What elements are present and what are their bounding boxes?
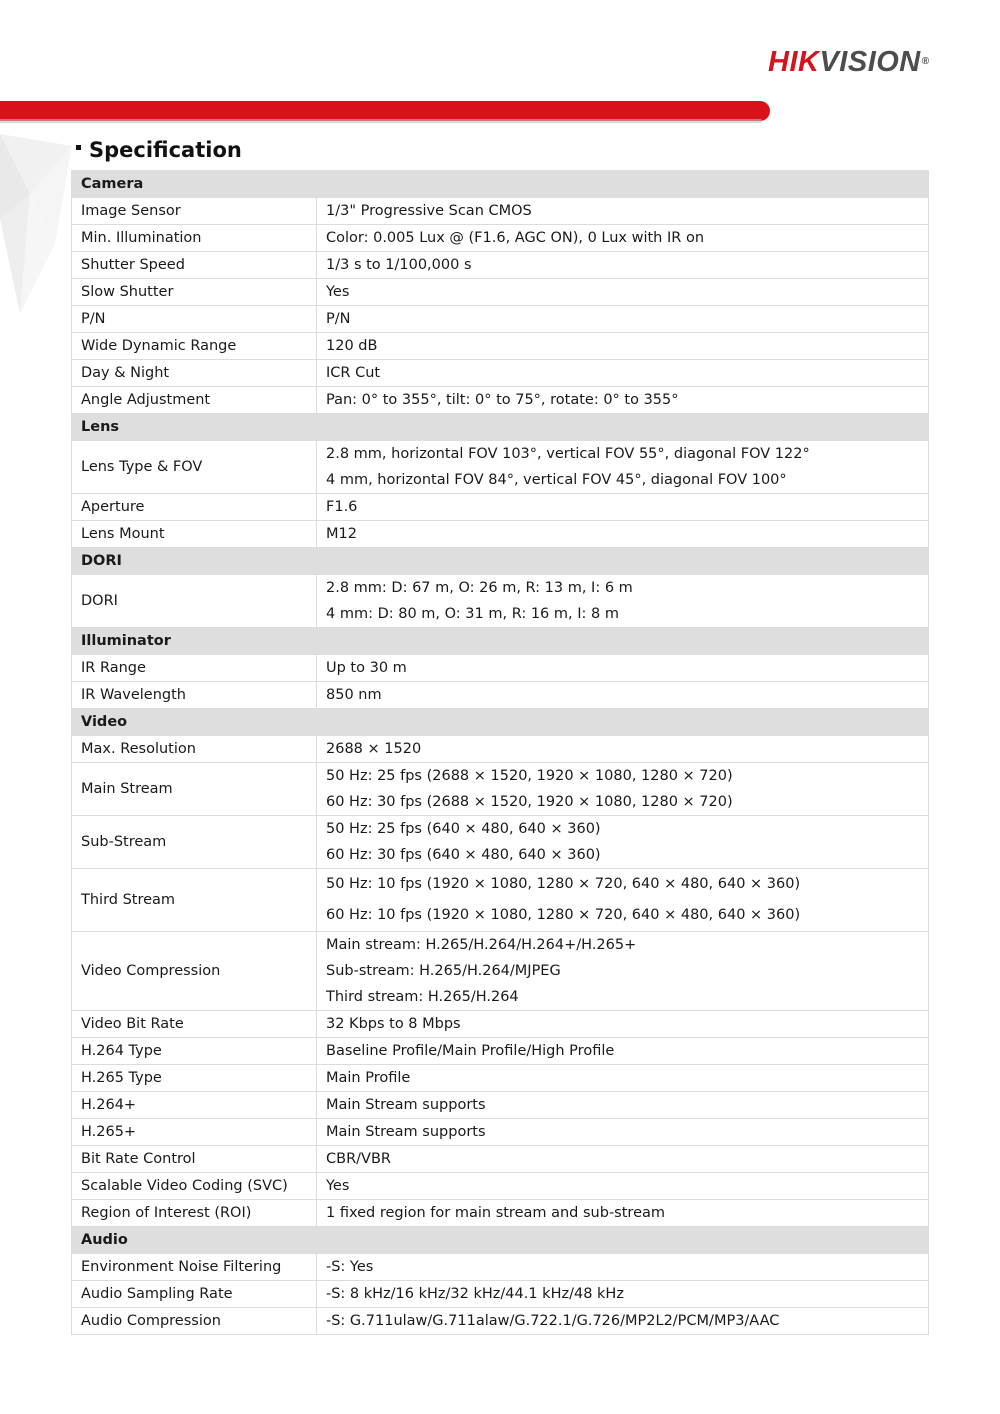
- spec-row: [72, 1119, 929, 1146]
- spec-value-line: M12: [326, 526, 357, 542]
- spec-value-line: F1.6: [326, 499, 358, 515]
- spec-row: [72, 736, 929, 763]
- spec-value: [317, 198, 929, 225]
- spec-label: Sub-Stream: [72, 816, 317, 869]
- spec-row: [72, 1038, 929, 1065]
- category-label: Audio: [72, 1227, 317, 1254]
- spec-value-line: Color: 0.005 Lux @ (F1.6, AGC ON), 0 Lux with IR on: [326, 230, 705, 246]
- spec-value-line: Sub-stream: H.265/H.264/MJPEG: [326, 963, 561, 979]
- spec-row: [72, 494, 929, 521]
- category-fill: [317, 628, 929, 655]
- category-label: Video: [72, 709, 317, 736]
- spec-value-line: 50 Hz: 25 fps (640 × 480, 640 × 360): [326, 821, 601, 837]
- spec-value: [317, 763, 929, 816]
- spec-value: [317, 1254, 929, 1281]
- spec-value-line: 850 nm: [326, 687, 382, 703]
- spec-value: [317, 1308, 929, 1335]
- spec-value-line: Pan: 0° to 355°, tilt: 0° to 75°, rotate: 0° to 355°: [326, 392, 679, 408]
- spec-label: Audio Sampling Rate: [72, 1281, 317, 1308]
- spec-value: [317, 1038, 929, 1065]
- spec-value-line: Main Stream supports: [326, 1124, 486, 1140]
- spec-value-line: CBR/VBR: [326, 1151, 391, 1167]
- spec-label: Wide Dynamic Range: [72, 333, 317, 360]
- spec-value: [317, 225, 929, 252]
- bullet-icon: [76, 145, 81, 150]
- spec-value-line: Baseline Profile/Main Profile/High Profile: [326, 1043, 615, 1059]
- spec-row: [72, 1146, 929, 1173]
- spec-label: Aperture: [72, 494, 317, 521]
- spec-value: [317, 1173, 929, 1200]
- spec-row: [72, 816, 929, 869]
- spec-value-line: 50 Hz: 25 fps (2688 × 1520, 1920 × 1080, 1280 × 720): [326, 768, 733, 784]
- category-label: DORI: [72, 548, 317, 575]
- spec-row: [72, 1173, 929, 1200]
- spec-value: [317, 1281, 929, 1308]
- spec-value: [317, 1119, 929, 1146]
- logo-suffix: VISION: [819, 46, 921, 78]
- spec-value-line: Yes: [326, 1178, 350, 1194]
- spec-row: [72, 1281, 929, 1308]
- spec-value-line: Main Stream supports: [326, 1097, 486, 1113]
- category-fill: [317, 1227, 929, 1254]
- spec-value: [317, 333, 929, 360]
- spec-value: [317, 655, 929, 682]
- spec-value: [317, 1146, 929, 1173]
- section-title: [76, 136, 242, 164]
- category-fill: [317, 414, 929, 441]
- spec-label: H.265 Type: [72, 1065, 317, 1092]
- spec-label: Video Bit Rate: [72, 1011, 317, 1038]
- spec-row: [72, 655, 929, 682]
- spec-value: [317, 1011, 929, 1038]
- spec-value: [317, 869, 929, 932]
- category-fill: [317, 171, 929, 198]
- spec-label: P/N: [72, 306, 317, 333]
- spec-label: Environment Noise Filtering: [72, 1254, 317, 1281]
- spec-value: [317, 736, 929, 763]
- spec-value: [317, 521, 929, 548]
- spec-row: [72, 1200, 929, 1227]
- spec-row: [72, 1011, 929, 1038]
- spec-label: Audio Compression: [72, 1308, 317, 1335]
- spec-label: Max. Resolution: [72, 736, 317, 763]
- spec-row: [72, 1065, 929, 1092]
- spec-value: [317, 816, 929, 869]
- spec-label: Day & Night: [72, 360, 317, 387]
- spec-row: [72, 279, 929, 306]
- spec-value-line: P/N: [326, 311, 351, 327]
- spec-label: DORI: [72, 575, 317, 628]
- spec-label: Image Sensor: [72, 198, 317, 225]
- header-red-bar: [0, 101, 770, 121]
- spec-value-line: 1/3" Progressive Scan CMOS: [326, 203, 532, 219]
- category-row: [72, 1227, 929, 1254]
- specification-table: [71, 170, 929, 1335]
- spec-row: [72, 763, 929, 816]
- spec-row: [72, 198, 929, 225]
- spec-row: [72, 1092, 929, 1119]
- spec-value-line: 4 mm: D: 80 m, O: 31 m, R: 16 m, I: 8 m: [326, 606, 619, 622]
- spec-value-line: -S: 8 kHz/16 kHz/32 kHz/44.1 kHz/48 kHz: [326, 1286, 624, 1302]
- spec-label: IR Range: [72, 655, 317, 682]
- spec-value-line: 60 Hz: 10 fps (1920 × 1080, 1280 × 720, 640 × 480, 640 × 360): [326, 907, 801, 923]
- spec-value: [317, 360, 929, 387]
- spec-label: Slow Shutter: [72, 279, 317, 306]
- spec-value: [317, 252, 929, 279]
- spec-label: Video Compression: [72, 932, 317, 1011]
- spec-row: [72, 387, 929, 414]
- spec-label: H.264 Type: [72, 1038, 317, 1065]
- spec-row: [72, 306, 929, 333]
- spec-value-line: 2.8 mm, horizontal FOV 103°, vertical FOV 55°, diagonal FOV 122°: [326, 446, 810, 462]
- spec-value: [317, 494, 929, 521]
- spec-row: [72, 682, 929, 709]
- spec-label: Min. Illumination: [72, 225, 317, 252]
- logo-prefix: HIK: [768, 46, 820, 78]
- category-fill: [317, 709, 929, 736]
- spec-row: [72, 333, 929, 360]
- spec-row: [72, 225, 929, 252]
- spec-value: [317, 932, 929, 1011]
- spec-label: Third Stream: [72, 869, 317, 932]
- spec-row: [72, 252, 929, 279]
- spec-label: Bit Rate Control: [72, 1146, 317, 1173]
- spec-value-line: ICR Cut: [326, 365, 381, 381]
- spec-value: [317, 1065, 929, 1092]
- spec-label: IR Wavelength: [72, 682, 317, 709]
- spec-value: [317, 306, 929, 333]
- spec-value-line: -S: G.711ulaw/G.711alaw/G.722.1/G.726/MP2L2/PCM/MP3/AAC: [326, 1313, 780, 1329]
- category-row: [72, 709, 929, 736]
- spec-label: Shutter Speed: [72, 252, 317, 279]
- registered-mark: ®: [921, 56, 930, 67]
- section-title-text: Specification: [89, 138, 242, 162]
- spec-value: [317, 682, 929, 709]
- header-bar-shadow: [0, 119, 762, 123]
- spec-label: Lens Type & FOV: [72, 441, 317, 494]
- spec-label: Main Stream: [72, 763, 317, 816]
- spec-label: H.265+: [72, 1119, 317, 1146]
- spec-row: [72, 521, 929, 548]
- spec-row: [72, 869, 929, 932]
- spec-row: [72, 932, 929, 1011]
- category-fill: [317, 548, 929, 575]
- brand-logo: [768, 44, 930, 80]
- spec-label: H.264+: [72, 1092, 317, 1119]
- category-label: Lens: [72, 414, 317, 441]
- spec-label: Angle Adjustment: [72, 387, 317, 414]
- spec-row: [72, 1254, 929, 1281]
- category-row: [72, 548, 929, 575]
- spec-value-line: 1 fixed region for main stream and sub-stream: [326, 1205, 665, 1221]
- spec-value-line: -S: Yes: [326, 1259, 374, 1275]
- spec-value: [317, 575, 929, 628]
- spec-value-line: Up to 30 m: [326, 660, 407, 676]
- spec-label: Lens Mount: [72, 521, 317, 548]
- spec-row: [72, 441, 929, 494]
- spec-value-line: 2.8 mm: D: 67 m, O: 26 m, R: 13 m, I: 6 m: [326, 580, 633, 596]
- category-label: Illuminator: [72, 628, 317, 655]
- spec-value-line: 1/3 s to 1/100,000 s: [326, 257, 472, 273]
- spec-value: [317, 387, 929, 414]
- spec-label: Region of Interest (ROI): [72, 1200, 317, 1227]
- spec-value-line: 4 mm, horizontal FOV 84°, vertical FOV 45°, diagonal FOV 100°: [326, 472, 787, 488]
- spec-value-line: 120 dB: [326, 338, 378, 354]
- spec-value: [317, 279, 929, 306]
- spec-value-line: 32 Kbps to 8 Mbps: [326, 1016, 461, 1032]
- category-label: Camera: [72, 171, 317, 198]
- spec-value-line: Main Profile: [326, 1070, 411, 1086]
- spec-row: [72, 1308, 929, 1335]
- spec-value-line: Third stream: H.265/H.264: [326, 989, 519, 1005]
- spec-value-line: Main stream: H.265/H.264/H.264+/H.265+: [326, 937, 637, 953]
- spec-value-line: 60 Hz: 30 fps (640 × 480, 640 × 360): [326, 847, 601, 863]
- spec-row: [72, 360, 929, 387]
- spec-label: Scalable Video Coding (SVC): [72, 1173, 317, 1200]
- category-row: [72, 171, 929, 198]
- category-row: [72, 628, 929, 655]
- spec-value-line: 2688 × 1520: [326, 741, 422, 757]
- spec-value-line: Yes: [326, 284, 350, 300]
- spec-value-line: 50 Hz: 10 fps (1920 × 1080, 1280 × 720, 640 × 480, 640 × 360): [326, 876, 801, 892]
- spec-value: [317, 441, 929, 494]
- spec-value: [317, 1200, 929, 1227]
- spec-value-line: 60 Hz: 30 fps (2688 × 1520, 1920 × 1080, 1280 × 720): [326, 794, 733, 810]
- category-row: [72, 414, 929, 441]
- spec-value: [317, 1092, 929, 1119]
- spec-row: [72, 575, 929, 628]
